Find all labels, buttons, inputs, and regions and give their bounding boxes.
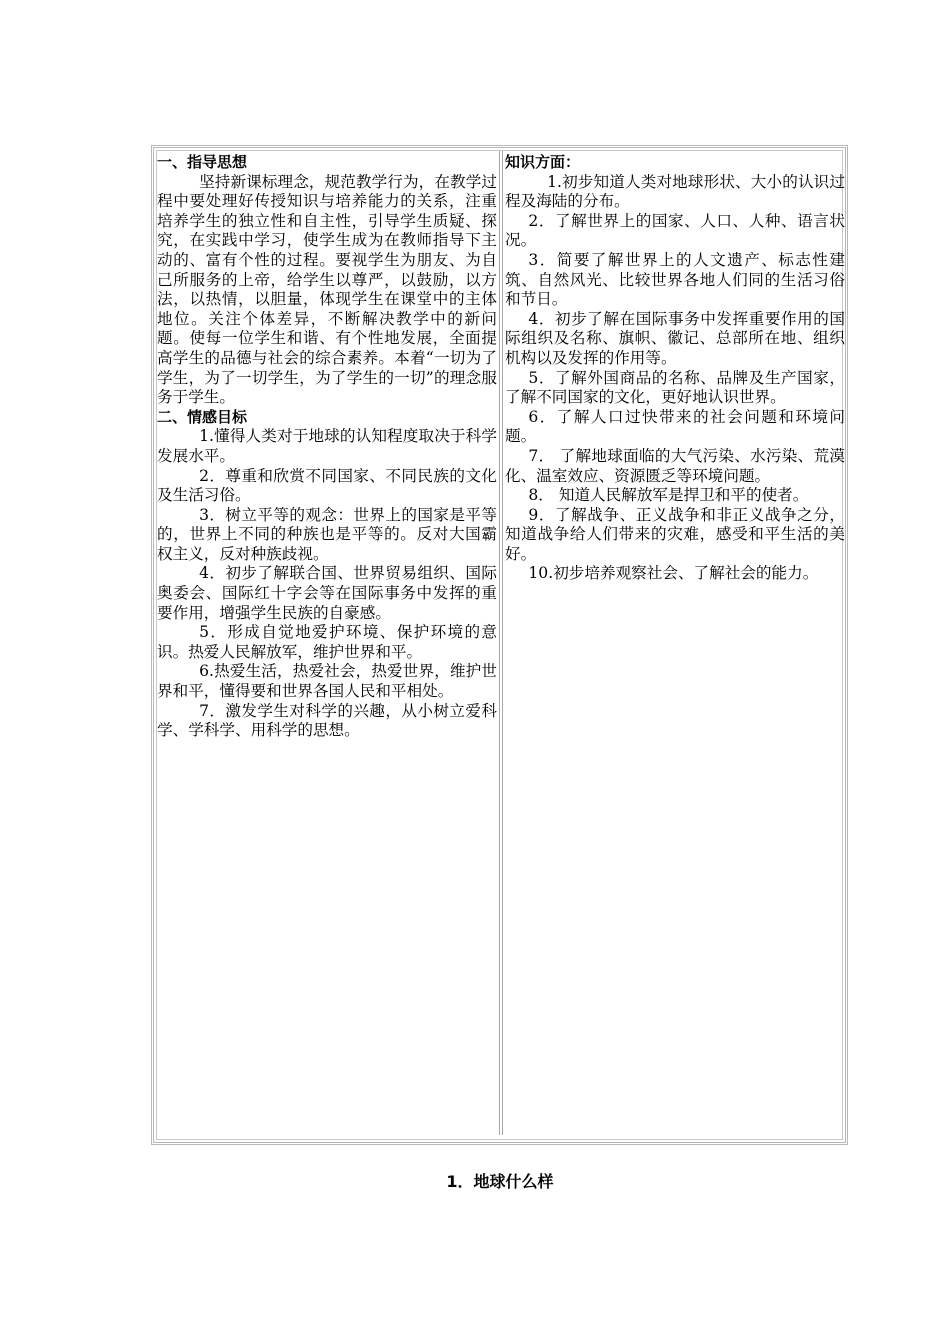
right-column [505,153,847,1133]
list-item: 2．尊重和欣赏不同国家、不同民族的文化及生活习俗。 [157,466,497,505]
list-item: 4．初步了解联合国、世界贸易组织、国际奥委会、国际红十字会等在国际事务中发挥的重要作用，增强学生民族的自豪感。 [157,564,497,622]
list-item: 5．了解外国商品的名称、品牌及生产国家，了解不同国家的文化，更好地认识世界。 [505,368,845,407]
list-item: 5．形成自觉地爱护环境、保护环境的意识。热爱人民解放军，维护世界和平。 [157,623,497,661]
list-item: 3．简要了解世界上的人文遗产、标志性建筑、自然风光、比较世界各地人们同的生活习俗和节日。 [505,250,845,309]
list-item: 7． 了解地球面临的大气污染、水污染、荒漠化、温室效应、资源匮乏等环境问题。 [505,446,845,485]
section-heading-emotional-goals: 二、情感目标 [157,407,248,426]
lesson-title: 1．地球什么样 [446,1172,554,1191]
left-column [157,153,499,1133]
list-item: 3．树立平等的观念：世界上的国家是平等的，世界上不同的种族也是平等的。反对大国霸权主义，反对种族歧视。 [157,505,497,563]
list-item: 6．了解人口过快带来的社会问题和环境问题。 [505,407,845,446]
section-heading-guiding-ideology: 一、指导思想 [157,153,248,171]
list-item: 7．激发学生对科学的兴趣，从小树立爱科学、学科学、用科学的思想。 [157,701,497,740]
list-item: 9．了解战争、正义战争和非正义战争之分，知道战争给人们带来的灾难，感受和平生活的美好。 [505,505,845,563]
table-inner-border [156,150,843,1140]
list-item: 6.热爱生活，热爱社会，热爱世界，维护世界和平，懂得要和世界各国人民和平相处。 [157,662,497,701]
list-item: 1.初步知道人类对地球形状、大小的认识过程及海陆的分布。 [505,172,845,211]
list-item: 1.懂得人类对于地球的认知程度取决于科学发展水平。 [157,427,497,465]
guiding-ideology-paragraph: 坚持新课标理念，规范教学行为，在教学过程中要处理好传授知识与培养能力的关系，注重培养学生的独立性和自主性，引导学生质疑、探究，在实践中学习，使学生成为在教师指导下主动的、富有个性的过程。要视学生为朋友、为自己所服务的上帝，给学生以尊严，以鼓励，以方法，以热情，以胆量，体现学生在课堂中的主体地位。关注个体差异，不断解决教学中的新问题。使每一位学生和谐、有个性地发展，全面提高学生的品德与社会的综合素养。本着“一切为了学生，为了一切学生，为了学生的一切”的理念服务于学生。 [157,172,497,407]
section-heading-knowledge: 知识方面： [505,153,581,171]
list-item: 8． 知道人民解放军是捍卫和平的使者。 [528,486,809,505]
list-item: 10.初步培养观察社会、了解社会的能力。 [528,564,819,583]
objectives-table [151,145,848,1145]
list-item: 4．初步了解在国际事务中发挥重要作用的国际组织及名称、旗帜、徽记、总部所在地、组织机构以及发挥的作用等。 [505,309,845,367]
column-divider [499,151,503,1135]
list-item: 2．了解世界上的国家、人口、人种、语言状况。 [505,211,845,250]
